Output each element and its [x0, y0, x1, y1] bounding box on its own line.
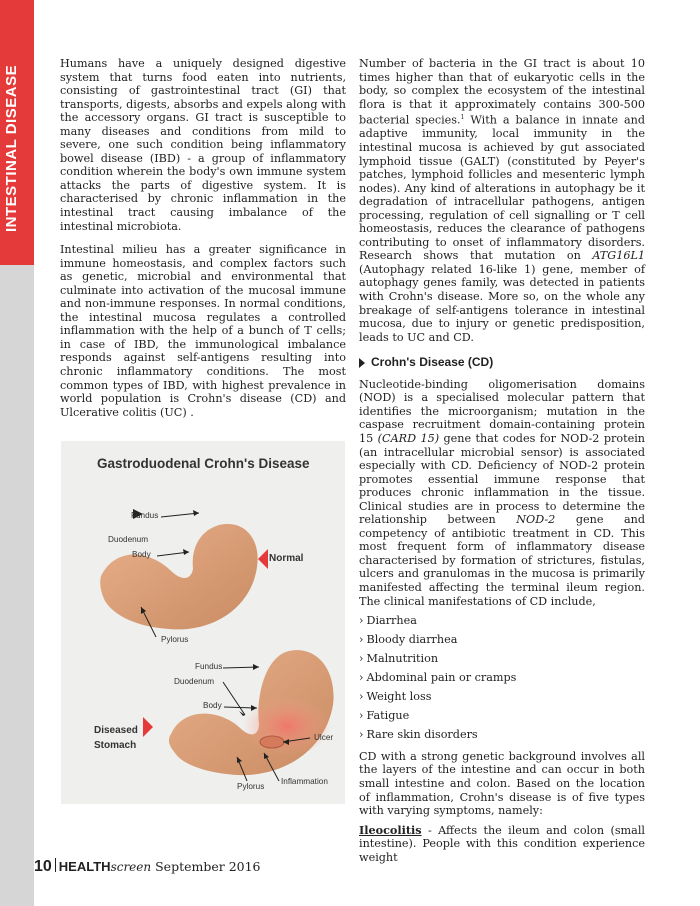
- label-duodenum-bottom: Duodenum: [174, 677, 215, 686]
- brand-bold: HEALTH: [58, 859, 111, 874]
- right-column: [359, 57, 645, 874]
- label-body-bottom: Body: [203, 701, 222, 710]
- footer-divider: [55, 858, 56, 872]
- section-heading: [359, 356, 645, 370]
- nod-gene: NOD-2: [516, 513, 556, 527]
- page-number: 10: [34, 858, 52, 875]
- label-inflammation: Inflammation: [281, 777, 328, 786]
- label-fundus-top: Fundus: [131, 511, 159, 520]
- list-item: › Abdominal pain or cramps: [359, 671, 645, 685]
- nod-paragraph: [359, 378, 645, 608]
- page-footer: [34, 858, 261, 876]
- diseased-label-line1: Diseased: [94, 725, 138, 736]
- types-paragraph: CD with a strong genetic background involves all the layers of the intestine and can occur in both small intestine and colon. Based on the location of inflammation, Crohn's disease is of five types with varying symptoms, namely:: [359, 749, 645, 818]
- label-ulcer: Ulcer: [314, 733, 334, 742]
- list-item: › Malnutrition: [359, 652, 645, 666]
- label-fundus-bottom: Fundus: [195, 662, 223, 671]
- list-item: › Weight loss: [359, 690, 645, 704]
- section-heading-text: Crohn's Disease (CD): [371, 355, 494, 370]
- symptom-list: [359, 614, 645, 742]
- nod-text-a: Nucleotide-binding oligomerisation domains (NOD) is a specialised molecular pattern that identifies the microorganism; mutation in the caspase recruitment domain-containing protein 15: [359, 377, 645, 445]
- nod-text-b: gene that codes for NOD-2 protein (an intracellular microbial sensor) is associated especially with CD. Deficiency of NOD-2 protein promotes essential immune response that produces chronic inflammation in the tissue. Clinical studies are in process to determine the relationship between: [359, 431, 645, 527]
- bacteria-paragraph: [359, 57, 645, 344]
- figure-title: Gastroduodenal Crohn's Disease: [97, 456, 310, 471]
- milieu-paragraph: Intestinal milieu has a greater significance in immune homeostasis, and complex factors such as genetic, microbial and environmental that culminate into activation of the mucosal immune and non-immune responses. In normal conditions, the intestinal mucosa regulates a controlled inflammation with the help of a bunch of T cells; in case of IBD, the immunological imbalance responds against self-antigens resulting into chronic inflammatory conditions. The most common types of IBD, with highest prevalence in world population is Crohn's disease (CD) and Ulcerative colitis (UC) .: [60, 243, 346, 419]
- ulcer-mark: [260, 736, 284, 748]
- bacteria-text-c: (Autophagy related 16-like 1) gene, member of autophagy genes family, was detected in patients with Crohn's disease. More so, on the whole any breakage of self-antigens tolerance in intestinal mucosa, due to injury or genetic predisposition, leads to UC and CD.: [359, 262, 645, 344]
- label-pylorus-bottom: Pylorus: [237, 782, 265, 791]
- footnote-ref: 1: [460, 114, 465, 122]
- left-column: [60, 57, 346, 429]
- section-tab: [0, 0, 34, 265]
- ileocolitis-term: Ileocolitis: [359, 822, 422, 837]
- issue-date: September 2016: [155, 859, 261, 874]
- diseased-arrow-icon: [143, 717, 153, 737]
- card-gene: (CARD 15): [377, 431, 440, 445]
- label-pylorus-top: Pylorus: [161, 635, 189, 644]
- ileocolitis-text: - Affects the ileum and colon (small intestine). People with this condition experience weight: [359, 823, 645, 864]
- brand-italic: screen: [110, 860, 152, 874]
- list-item: › Bloody diarrhea: [359, 633, 645, 647]
- normal-arrow-icon: [258, 549, 268, 569]
- diseased-label-line2: Stomach: [94, 740, 137, 751]
- label-duodenum-top: Duodenum: [108, 535, 149, 544]
- section-tab-label: INTESTINAL DISEASE: [3, 64, 20, 232]
- nod-text-c: gene and competency of antibiotic treatment in CD. This most frequent form of inflammatory disease characterised by formation of strictures, fistulas, ulcers and granulomas in the mucosa is primarily manifested affecting the terminal ileum region. The clinical manifestations of CD include,: [359, 513, 645, 608]
- bacteria-text-b: With a balance in innate and adaptive immunity, local immunity in the intestinal mucosa is achieved by gut associated lymphoid tissue (GALT) (constituted by Peyer's patches, lymphoid follicles and mesenteric lymph nodes). Any kind of alterations in autophagy be it degradation of intracellular pathogens, antigen processing, regulation of cell signalling or T cell homeostasis, reduces the clearance of pathogens contributing to onset of inflammatory disorders. Research shows that mutation on: [359, 113, 646, 263]
- stomach-figure: [61, 441, 345, 804]
- inflammation-area: [243, 696, 334, 756]
- normal-label: Normal: [269, 553, 304, 564]
- ileocolitis-paragraph: [359, 824, 645, 865]
- list-item: › Rare skin disorders: [359, 728, 645, 742]
- intro-paragraph: Humans have a uniquely designed digestive system that turns food eaten into nutrients, consisting of gastrointestinal tract (GI) that transports, digests, absorbs and expels along with the accessory organs. GI tract is susceptible to many diseases and conditions from mild to severe, one such condition being inflammatory bowel disease (IBD) - a group of inflammatory condition wherein the body's own immune system attacks the parts of digestive system. It is characterised by chronic inflammation in the intestinal tract causing imbalance of the intestinal microbiota.: [60, 57, 346, 233]
- triangle-bullet-icon: [359, 358, 365, 368]
- gene-name: ATG16L1: [592, 249, 645, 263]
- label-body-top: Body: [132, 550, 151, 559]
- list-item: › Fatigue: [359, 709, 645, 723]
- bacteria-text-a: Number of bacteria in the GI tract is about 10 times higher than that of eukaryotic cells in the body, so complex the ecosystem of the intestinal flora is that it approximately contains 300-500 bacterial species.: [359, 57, 645, 127]
- list-item: › Diarrhea: [359, 614, 645, 628]
